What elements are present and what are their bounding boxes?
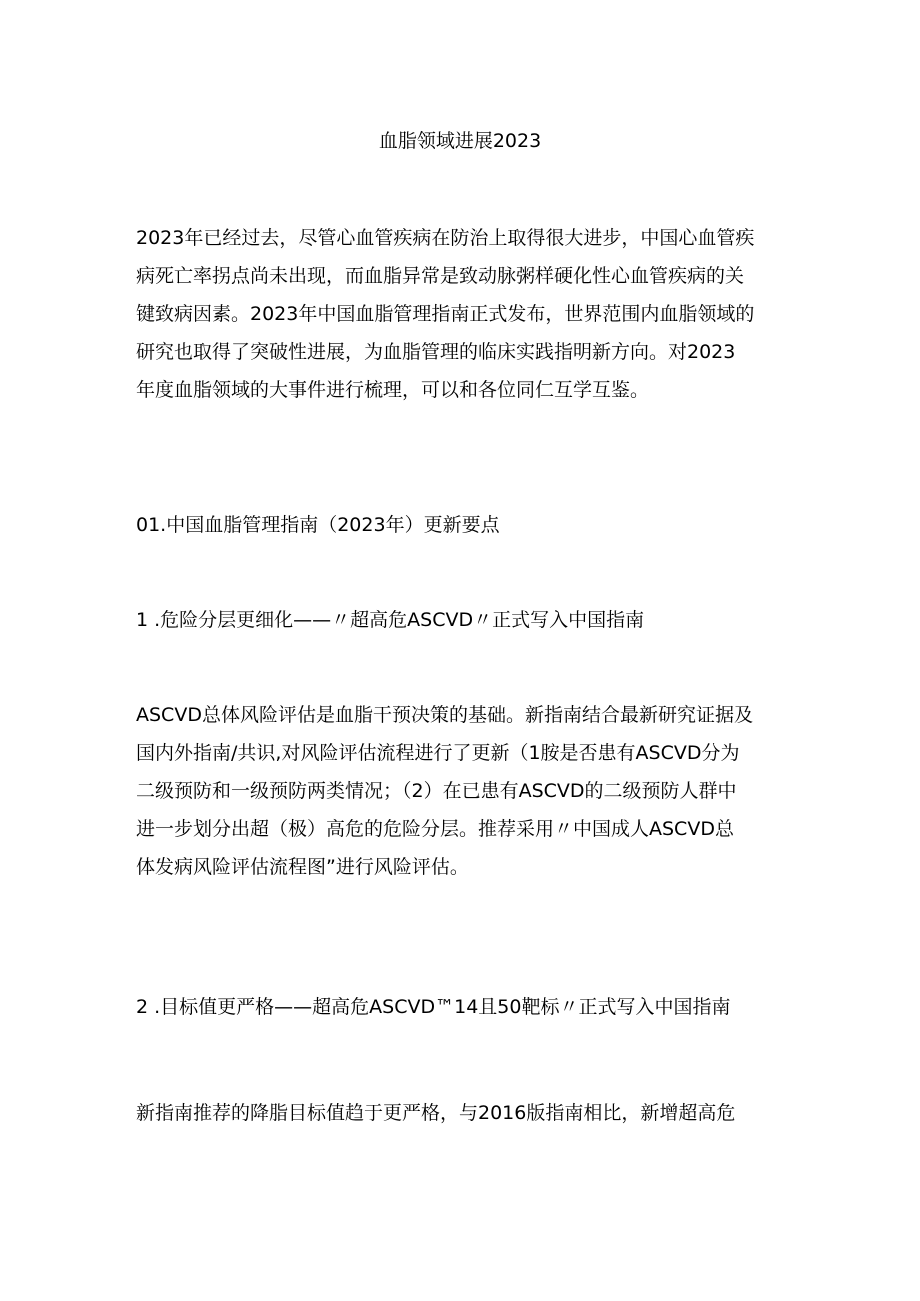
subsection-1-paragraph xyxy=(136,696,796,886)
paragraph-line: 国内外指南/共识,对风险评估流程进行了更新（1胺是否患有ASCVD分为 xyxy=(136,742,740,764)
section-heading: 01.中国血脂管理指南（2023年）更新要点 xyxy=(136,514,500,536)
intro-line: 2023年已经过去，尽管心血管疾病在防治上取得很大进步，中国心血管疾 xyxy=(136,227,755,249)
intro-line: 键致病因素。2023年中国血脂管理指南正式发布，世界范围内血脂领域的 xyxy=(136,303,755,325)
document-title: 血脂领域进展2023 xyxy=(378,130,542,152)
paragraph-line: 体发病风险评估流程图”进行风险评估。 xyxy=(136,856,469,878)
paragraph-line: 新指南推荐的降脂目标值趋于更严格，与2016版指南相比，新增超高危 xyxy=(136,1102,736,1124)
intro-line: 研究也取得了突破性进展，为血脂管理的临床实践指明新方向。对2023 xyxy=(136,341,736,363)
paragraph-line: 二级预防和一级预防两类情况；（2）在已患有ASCVD的二级预防人群中 xyxy=(136,780,737,802)
paragraph-line: ASCVD总体风险评估是血脂干预决策的基础。新指南结合最新研究证据及 xyxy=(136,704,753,726)
intro-paragraph xyxy=(136,219,796,409)
intro-line: 病死亡率拐点尚未出现，而血脂异常是致动脉粥样硬化性心血管疾病的关 xyxy=(136,265,745,287)
subsection-2-paragraph xyxy=(136,1094,796,1132)
paragraph-line: 进一步划分出超（极）高危的危险分层。推荐采用〃中国成人ASCVD总 xyxy=(136,818,734,840)
intro-line: 年度血脂领域的大事件进行梳理，可以和各位同仁互学互鉴。 xyxy=(136,379,650,401)
subsection-heading-1: 1 .危险分层更细化——〃超高危ASCVD〃正式写入中国指南 xyxy=(136,609,645,631)
subsection-heading-2: 2 .目标值更严格——超高危ASCVD™14且50靶标〃正式写入中国指南 xyxy=(136,996,731,1018)
